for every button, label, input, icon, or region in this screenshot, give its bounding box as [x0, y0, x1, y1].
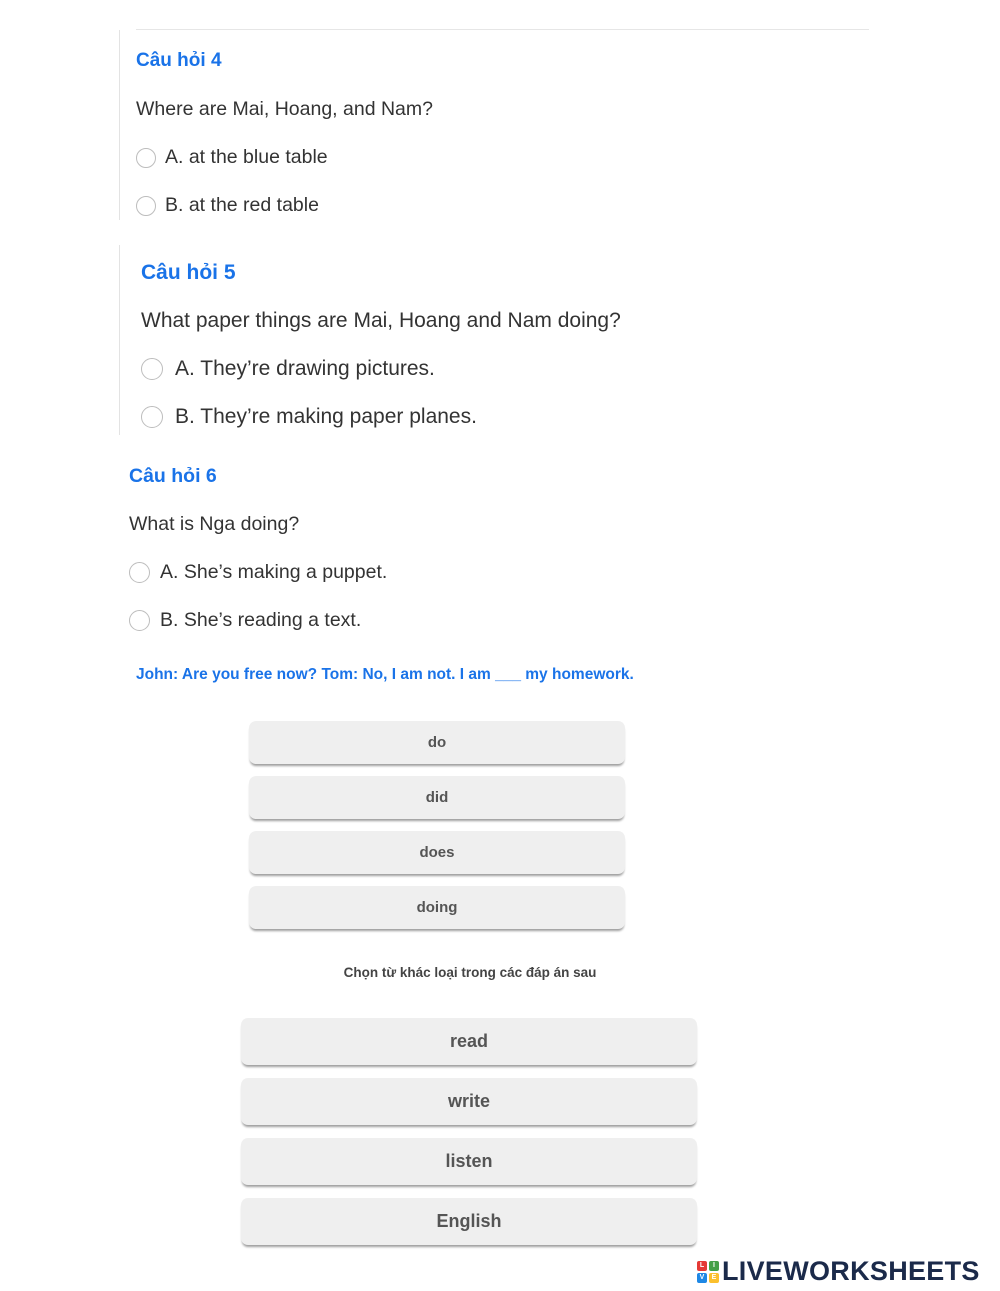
logo-text: LIVEWORKSHEETS: [722, 1256, 980, 1286]
option-label: A. at the blue table: [165, 146, 328, 168]
radio-button[interactable]: [136, 196, 156, 216]
question-5: [119, 245, 870, 435]
option-a[interactable]: [141, 357, 435, 381]
option-label: A. She’s making a puppet.: [160, 561, 388, 583]
choice-does[interactable]: does: [249, 831, 625, 874]
radio-button[interactable]: [141, 358, 163, 380]
question-title: Câu hỏi 6: [129, 465, 217, 487]
question-6: [129, 460, 869, 640]
choice-english[interactable]: English: [241, 1198, 697, 1245]
question-text: What is Nga doing?: [129, 513, 300, 535]
option-a[interactable]: [136, 146, 328, 169]
question-title: Câu hỏi 5: [141, 261, 236, 284]
logo-mark-icon: L I V E: [697, 1261, 719, 1283]
option-b[interactable]: [129, 609, 361, 632]
option-label: B. They’re making paper planes.: [175, 405, 477, 428]
choice-listen[interactable]: listen: [241, 1138, 697, 1185]
radio-button[interactable]: [141, 406, 163, 428]
question-title: Câu hỏi 4: [136, 50, 222, 71]
option-label: A. They’re drawing pictures.: [175, 357, 435, 380]
odd-one-out-title: Chọn từ khác loại trong các đáp án sau: [343, 965, 597, 980]
choice-did[interactable]: did: [249, 776, 625, 819]
option-b[interactable]: [136, 194, 319, 217]
question-text: Where are Mai, Hoang, and Nam?: [136, 98, 433, 120]
radio-button[interactable]: [129, 610, 150, 631]
choice-doing[interactable]: doing: [249, 886, 625, 929]
radio-button[interactable]: [129, 562, 150, 583]
choice-read[interactable]: read: [241, 1018, 697, 1065]
liveworksheets-logo: [697, 1256, 980, 1287]
question-4: [119, 30, 870, 220]
choice-do[interactable]: do: [249, 721, 625, 764]
option-label: B. at the red table: [165, 194, 319, 216]
option-a[interactable]: [129, 561, 387, 584]
choice-write[interactable]: write: [241, 1078, 697, 1125]
question-text: What paper things are Mai, Hoang and Nam doing?: [141, 309, 621, 332]
radio-button[interactable]: [136, 148, 156, 168]
option-b[interactable]: [141, 405, 477, 429]
option-label: B. She’s reading a text.: [160, 609, 362, 631]
fill-blank-question: John: Are you free now? Tom: No, I am not. I am ___ my homework.: [136, 666, 634, 683]
